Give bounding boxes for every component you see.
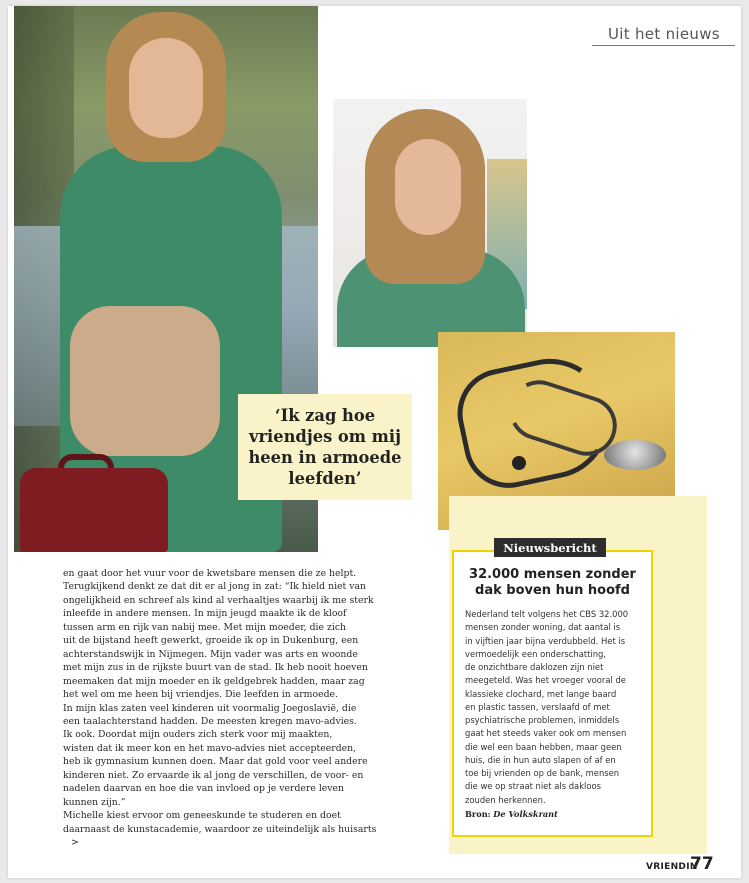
news-line: toe bij vrienden op de bank, mensen <box>465 768 620 778</box>
article-body <box>63 567 379 850</box>
article-line: kunnen zijn.” <box>63 796 126 808</box>
page-number: 77 <box>690 854 714 874</box>
news-source <box>465 809 640 819</box>
news-line: in vijftien jaar bijna verdubbeld. Het is <box>465 635 626 646</box>
news-line: klassieke clochard, met lange baard <box>465 688 617 699</box>
magazine-name: VRIENDIN <box>646 862 698 872</box>
news-line: meegeteld. Was het vroeger vooral de <box>465 675 626 686</box>
section-title: Uit het nieuws <box>608 25 720 43</box>
article-line: uit de bijstand heeft gewerkt, groeide ik op in Dukenburg, een <box>63 635 359 647</box>
article-line: het wel om me heen bij vriendjes. Die leefden in armoede. <box>63 689 339 701</box>
article-line: nadelen daarvan en hoe die van invloed op je verdere leven <box>63 783 345 795</box>
article-line: Michelle kiest ervoor om geneeskunde te studeren en doet <box>63 810 341 822</box>
news-source-name: De Volkskrant <box>493 808 558 819</box>
continue-arrow-icon: > <box>71 837 79 849</box>
news-title: 32.000 mensen zonder dak boven hun hoofd <box>469 567 636 598</box>
article-line-last <box>63 823 379 850</box>
news-line: mensen zonder woning, dat aantal is <box>465 622 621 633</box>
news-line: de onzichtbare daklozen zijn niet <box>465 662 604 672</box>
article-line: wisten dat ik meer kon en het mavo-advies niet accepteerden, <box>63 742 357 754</box>
pull-quote-text: ‘Ik zag hoe vriendjes om mij heen in armoede leefden’ <box>248 406 402 488</box>
news-line: die we op straat niet als dakloos <box>465 781 601 792</box>
news-source-label: Bron: <box>465 808 491 819</box>
pull-quote <box>238 394 412 500</box>
news-line: die wel een baan hebben, maar geen <box>465 741 622 752</box>
article-line: ongelijkheid en schreef als kind al verhaaltjes waarbij ik me sterk <box>63 594 374 606</box>
article-line: een taalachterstand hadden. De meesten kregen mavo-advies. <box>63 715 357 727</box>
news-line: psychiatrische problemen, inmiddels <box>465 715 620 725</box>
woman-portrait-photo <box>333 99 527 347</box>
news-line: zouden herkennen. <box>465 794 546 805</box>
news-line: en plastic tassen, verslaafd of met <box>465 701 610 712</box>
section-title-underline <box>592 45 735 46</box>
magazine-page <box>8 6 741 878</box>
news-line: gaat het steeds vaker ook om mensen <box>465 728 627 739</box>
news-line: vermoedelijk een onderschatting, <box>465 648 607 659</box>
article-line: heb ik gymnasium kunnen doen. Maar dat gold voor veel andere <box>63 756 368 768</box>
news-label: Nieuwsbericht <box>494 538 606 557</box>
article-line: en gaat door het vuur voor de kwetsbare mensen die ze helpt. <box>63 568 357 579</box>
article-line: kinderen niet. Zo ervaarde ik al jong de verschillen, de voor- en <box>63 769 364 781</box>
article-line: Terugkijkend denkt ze dat dit er al jong in zat: “Ik hield niet van <box>63 581 367 593</box>
article-line: In mijn klas zaten veel kinderen uit voormalig Joegoslavië, die <box>63 702 357 714</box>
news-line: Nederland telt volgens het CBS 32.000 <box>465 609 629 619</box>
article-line: inleefde in andere mensen. In mijn jeugd maakte ik de kloof <box>63 608 347 620</box>
article-line: Ik ook. Doordat mijn ouders zich sterk voor mij maakten, <box>63 729 333 741</box>
article-line: achterstandswijk in Nijmegen. Mijn vader was arts en woonde <box>63 648 358 660</box>
news-box <box>452 550 653 837</box>
news-line: huis, die in hun auto slapen of af en <box>465 754 616 765</box>
article-line: meemaken dat mijn moeder en ik geldgebrek hadden, maar zag <box>63 675 365 687</box>
article-line: daarnaast de kunstacademie, waardoor ze uiteindelijk als huisarts <box>63 823 377 835</box>
article-line: tussen arm en rijk van nabij mee. Met mijn moeder, die zich <box>63 621 347 633</box>
article-line: met mijn zus in de rijkste buurt van de stad. Ik heb nooit hoeven <box>63 662 368 674</box>
news-body <box>465 608 640 807</box>
